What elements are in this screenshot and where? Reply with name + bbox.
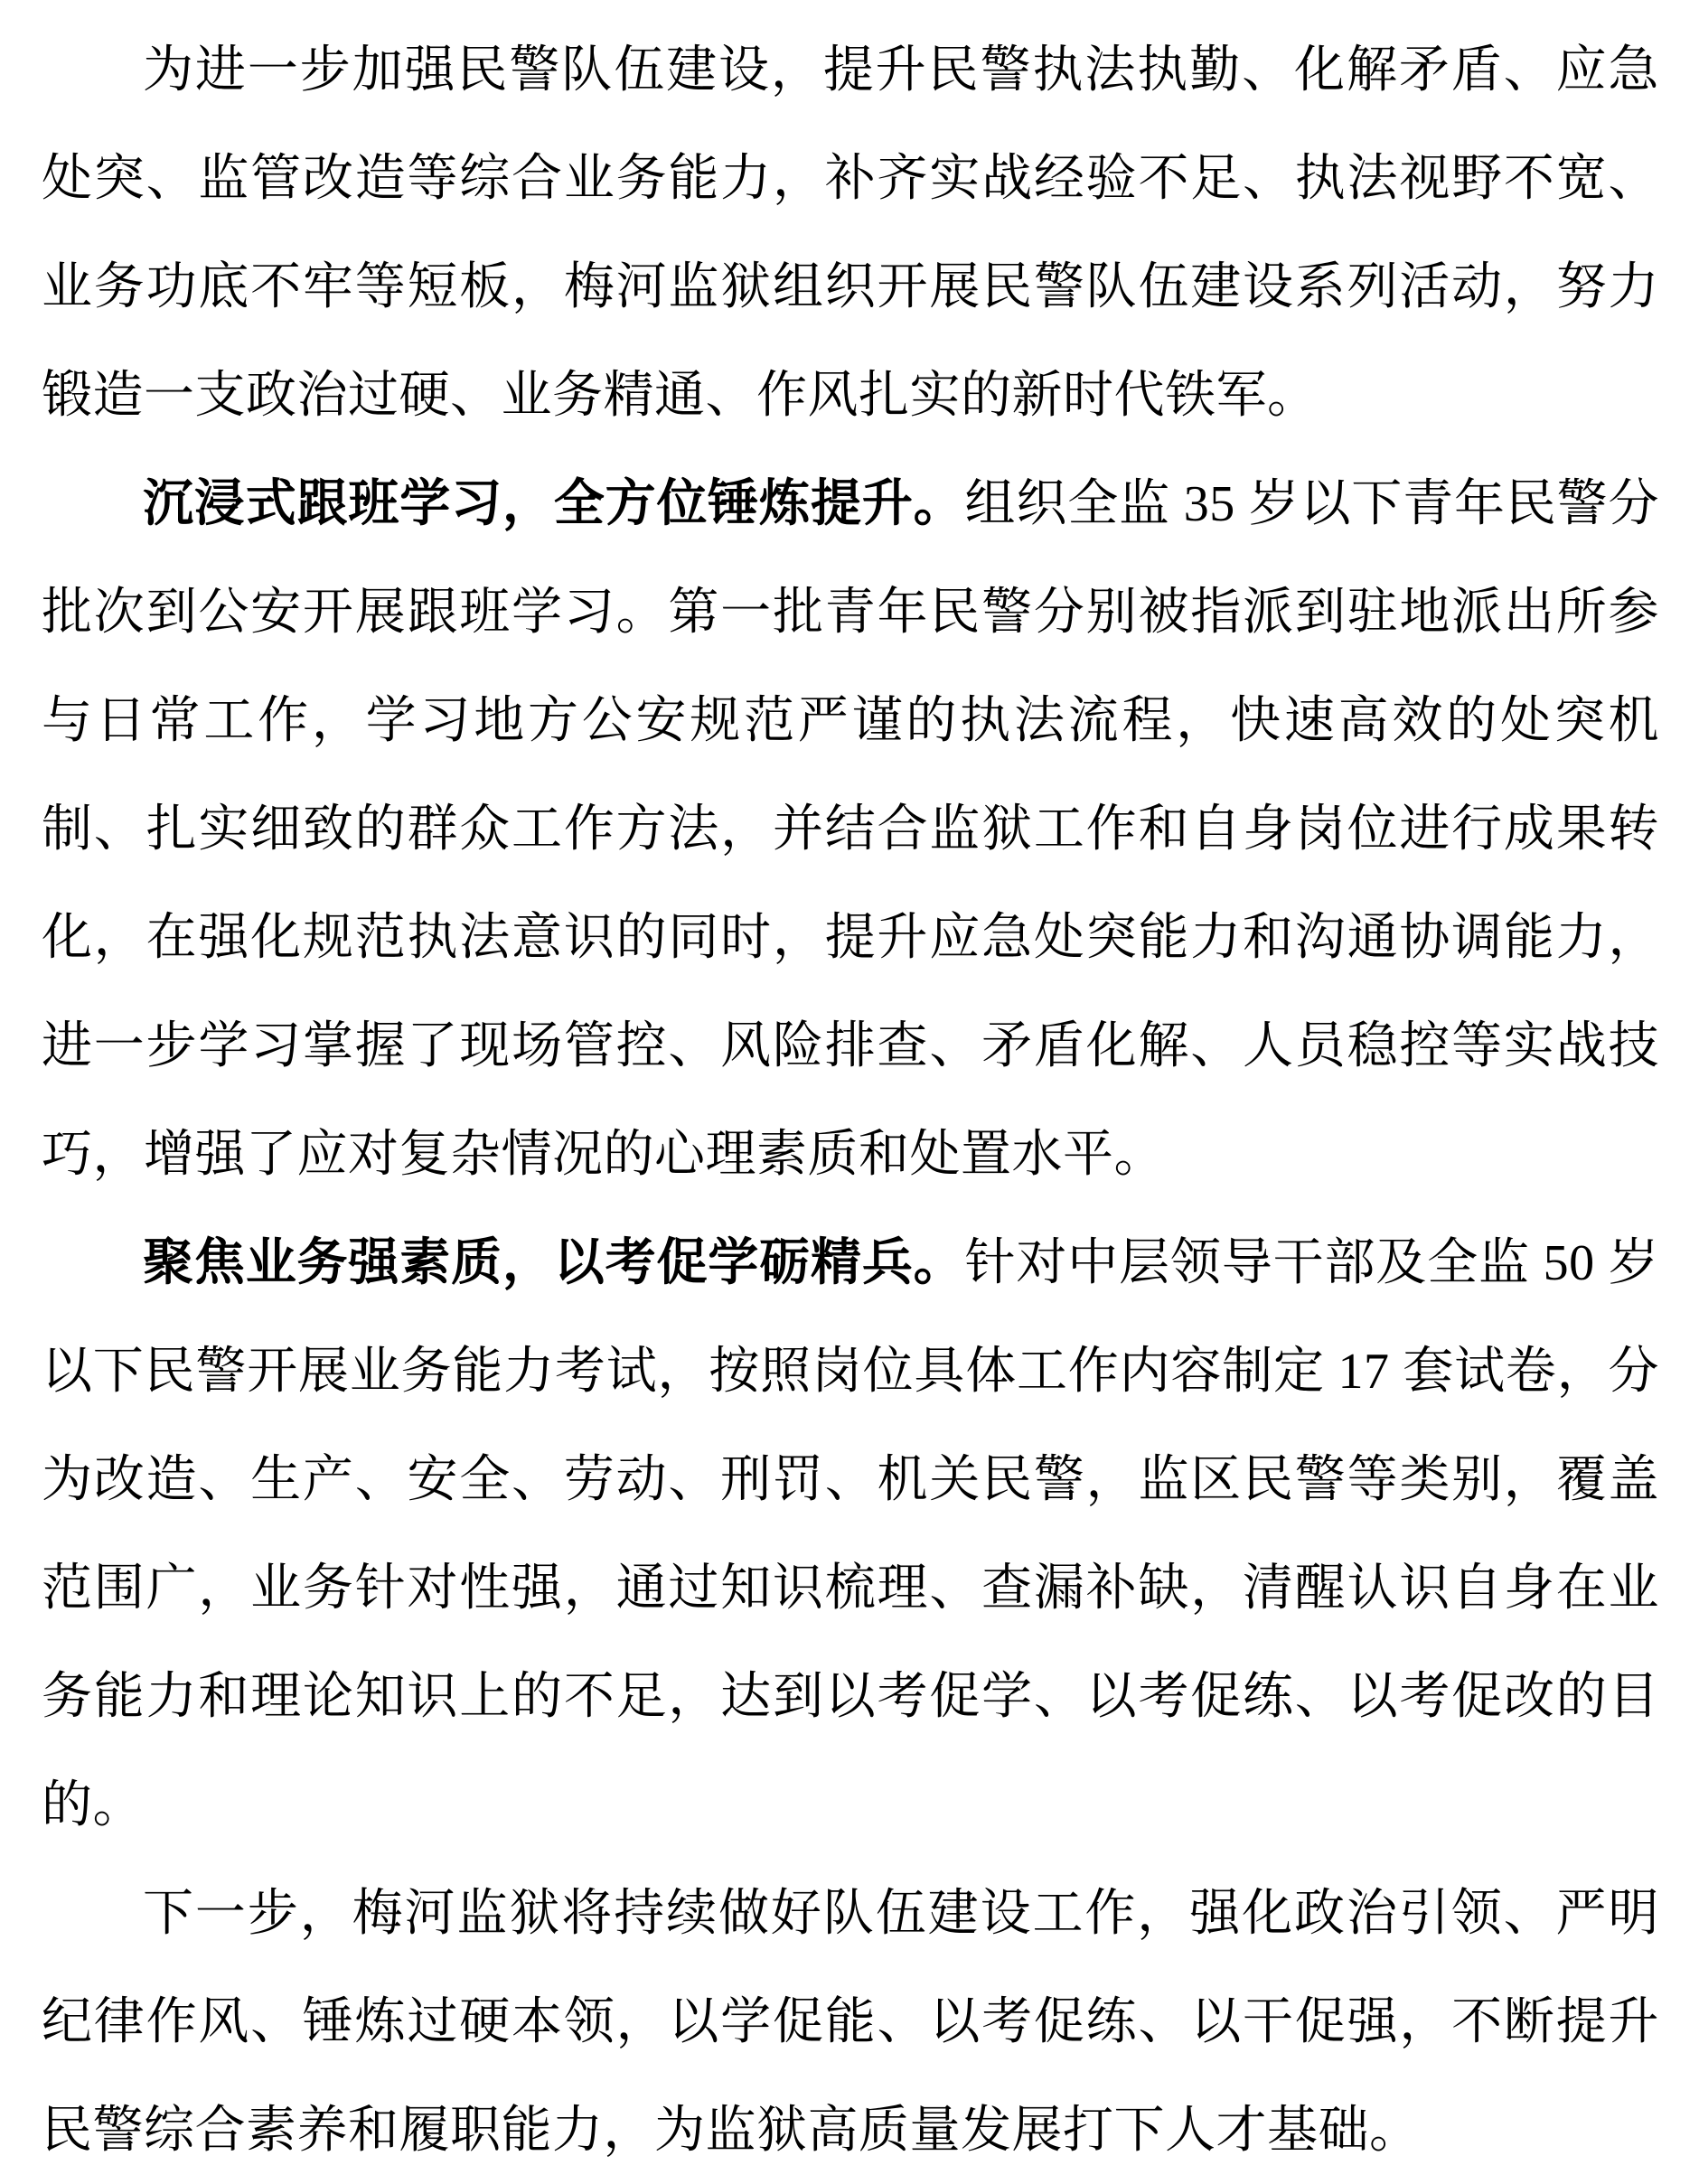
paragraph-exam-focus: [42, 1209, 1659, 1860]
paragraph-immersive-training-text: 组织全监 35 岁以下青年民警分批次到公安开展跟班学习。第一批青年民警分别被指派到驻地派出所参与日常工作，学习地方公安规范严谨的执法流程，快速高效的处突机制、扎实细致的群众工作方法，并结合监狱工作和自身岗位进行成果转化，在强化规范执法意识的同时，提升应急处突能力和沟通协调能力，进一步学习掌握了现场管控、风险排查、矛盾化解、人员稳控等实战技巧，增强了应对复杂情况的心理素质和处置水平。: [42, 476, 1660, 1183]
paragraph-immersive-training-lead: 沉浸式跟班学习，全方位锤炼提升。: [143, 476, 965, 532]
paragraph-intro: [42, 16, 1659, 450]
paragraph-immersive-training: [42, 450, 1659, 1209]
paragraph-intro-text: 为进一步加强民警队伍建设，提升民警执法执勤、化解矛盾、应急处突、监管改造等综合业务能力，补齐实战经验不足、执法视野不宽、业务功底不牢等短板，梅河监狱组织开展民警队伍建设系列活动，努力锻造一支政治过硬、业务精通、作风扎实的新时代铁军。: [42, 42, 1659, 424]
document-body: [42, 16, 1659, 2184]
paragraph-next-steps: [42, 1860, 1659, 2184]
paragraph-next-steps-text: 下一步，梅河监狱将持续做好队伍建设工作，强化政治引领、严明纪律作风、锤炼过硬本领，以学促能、以考促练、以干促强，不断提升民警综合素养和履职能力，为监狱高质量发展打下人才基础。: [42, 1886, 1659, 2159]
paragraph-exam-focus-text: 针对中层领导干部及全监 50 岁以下民警开展业务能力考试，按照岗位具体工作内容制定 17 套试卷，分为改造、生产、安全、劳动、刑罚、机关民警，监区民警等类别，覆盖范围广，业务针对性强，通过知识梳理、查漏补缺，清醒认识自身在业务能力和理论知识上的不足，达到以考促学、以考促练、以考促改的目的。: [42, 1235, 1660, 1833]
paragraph-exam-focus-lead: 聚焦业务强素质，以考促学砺精兵。: [143, 1235, 965, 1291]
